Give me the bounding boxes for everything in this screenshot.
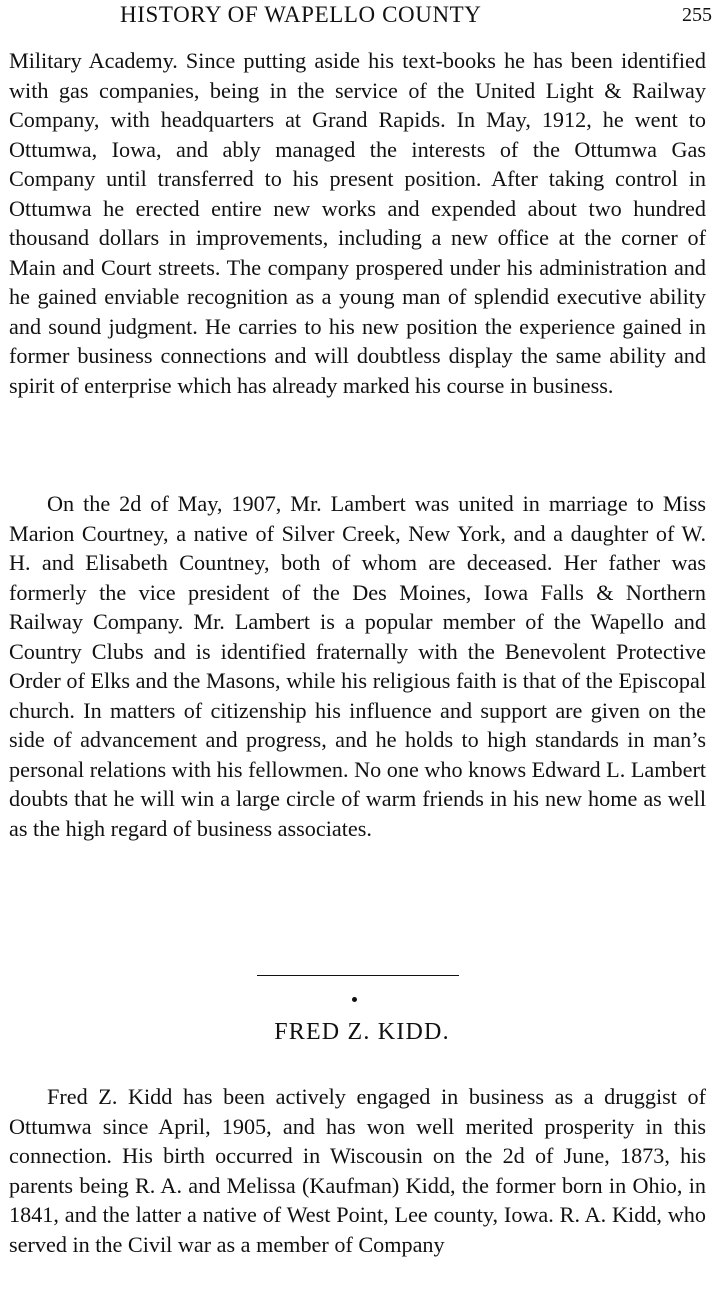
section-divider-rule <box>257 975 459 976</box>
section-paragraph-1: Fred Z. Kidd has been actively engaged in business as a druggist of Ottumwa since April, 1905, and has won well merited prosperity in this connection. His birth occurred in Wiscousin on the 2d of June, 1873, his parents being R. A. and Melissa (Kaufman) Kidd, the former born in Ohio, in 1841, and the latter a native of West Point, Lee county, Iowa. R. A. Kidd, who served in the Civil war as a member of Company <box>9 1084 706 1257</box>
section-title: FRED Z. KIDD. <box>274 1019 450 1045</box>
page-header <box>0 2 724 32</box>
body-paragraph-2: On the 2d of May, 1907, Mr. Lambert was united in marriage to Miss Marion Courtney, a native of Silver Creek, New York, and a daughter of W. H. and Elisabeth Countney, both of whom are deceased. Her father was formerly the vice president of the Des Moines, Iowa Falls & Northern Railway Company. Mr. Lambert is a popular member of the Wapello and Country Clubs and is identified fraternally with the Benevolent Protective Order of Elks and the Masons, while his religious faith is that of the Episcopal church. In matters of citizenship his influence and support are given on the side of advancement and progress, and he holds to high standards in man’s personal relations with his fellowmen. No one who knows Edward L. Lambert doubts that he will win a large circle of warm friends in his new home as well as the high regard of business associates. <box>9 491 706 841</box>
section-divider-dot <box>352 997 357 1002</box>
page-number: 255 <box>682 4 712 26</box>
body-paragraph-1: Military Academy. Since putting aside his text-books he has been identified with gas companies, being in the service of the United Light & Railway Company, with headquarters at Grand Rapids. In May, 1912, he went to Ottumwa, Iowa, and ably managed the interests of the Ottumwa Gas Company until transferred to his present position. After taking control in Ottumwa he erected entire new works and expended about two hundred thousand dollars in improvements, including a new office at the corner of Main and Court streets. The company prospered under his administration and he gained enviable recognition as a young man of splendid executive ability and sound judgment. He carries to his new position the experience gained in former business connections and will doubtless display the same ability and spirit of enterprise which has already marked his course in business. <box>9 48 706 398</box>
running-head: HISTORY OF WAPELLO COUNTY <box>120 2 482 27</box>
